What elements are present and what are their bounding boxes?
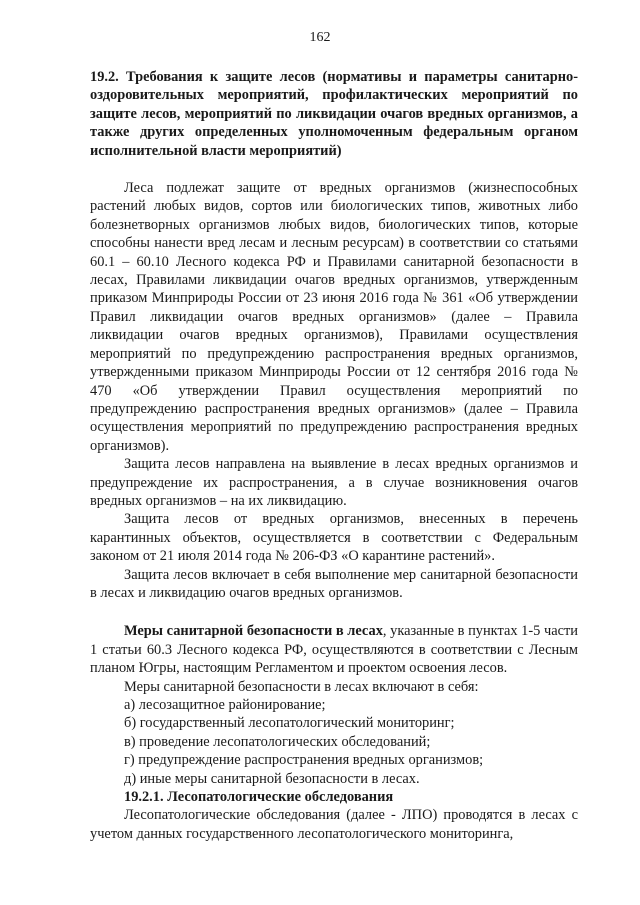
sanitary-list-intro: Меры санитарной безопасности в лесах включают в себя: — [124, 678, 479, 695]
list-item: а) лесозащитное районирование; — [124, 697, 326, 713]
paragraph-protection-basis: Леса подлежат защите от вредных организмов (жизнеспособных растений любых видов, сортов или биологических типов, животных либо болезнетворных организмов любых видов, биологических типов, которые способны нанести вред лесам и лесным ресурсам) в соответствии со статьями 60.1 – 60.10 Лесного кодекса РФ и Правилами санитарной безопасности в лесах, Правилами ликвидации очагов вредных организмов, утвержденным приказом Минприроды России от 23 июня 2016 года № 361 «Об утверждении Правил ликвидации очагов вредных организмов» (далее – Правила ликвидации очагов вредных организмов), Правилами осуществления мероприятий по предупреждению распространения вредных организмов, утвержденными приказом Минприроды России от 12 сентября 2016 года № 470 «Об утверждении Правил осуществления мероприятий по предупреждению распространения вредных организмов» (далее – Правила осуществления мероприятий по предупреждению распространения вредных организмов). — [90, 180, 578, 454]
page-content — [90, 68, 578, 843]
list-item: г) предупреждение распространения вредных организмов; — [124, 752, 484, 769]
section-heading — [90, 68, 578, 160]
paragraph-sanitary-measures — [90, 622, 578, 677]
section-heading-title: Требования к защите лесов (нормативы и параметры санитарно-оздоровительных мероприятий, профилактических мероприятий по защите лесов, мероприятий по ликвидации очагов вредных организмов, а также других определенных уполномоченным федеральным органом исполнительной власти мероприятий) — [90, 69, 578, 159]
section-heading-number: 19.2. — [90, 69, 127, 85]
page-number: 162 — [309, 30, 331, 45]
paragraph-quarantine: Защита лесов от вредных организмов, внесенных в перечень карантинных объектов, осуществляется в соответствии с Федеральным законом от 21 июля 2014 года № 206-ФЗ «О карантине растений». — [90, 511, 578, 565]
list-item: б) государственный лесопатологический мониторинг; — [124, 715, 455, 732]
sanitary-bold-lead: Меры санитарной безопасности в лесах — [124, 623, 383, 640]
list-item: д) иные меры санитарной безопасности в лесах. — [124, 770, 420, 787]
paragraph-protection-aim: Защита лесов направлена на выявление в лесах вредных организмов и предупреждение их распространения, а в случае возникновения очагов вредных организмов – на их ликвидацию. — [90, 456, 578, 509]
paragraph-inspections: Лесопатологические обследования (далее - ЛПО) проводятся в лесах с учетом данных государственного лесопатологического мониторинга, — [90, 807, 578, 842]
sanitary-measures-list — [90, 696, 578, 788]
sanitary-text: , указанные в пунктах 1-5 части 1 статьи 60.3 Лесного кодекса РФ, осуществляются в соответствии с Лесным планом Югры, настоящим Регламентом и проектом освоения лесов. — [90, 623, 578, 677]
paragraph-protection-includes: Защита лесов включает в себя выполнение мер санитарной безопасности в лесах и ликвидацию очагов вредных организмов. — [90, 566, 578, 601]
list-item: в) проведение лесопатологических обследований; — [124, 733, 431, 750]
subsection-heading: 19.2.1. Лесопатологические обследования — [124, 789, 394, 806]
